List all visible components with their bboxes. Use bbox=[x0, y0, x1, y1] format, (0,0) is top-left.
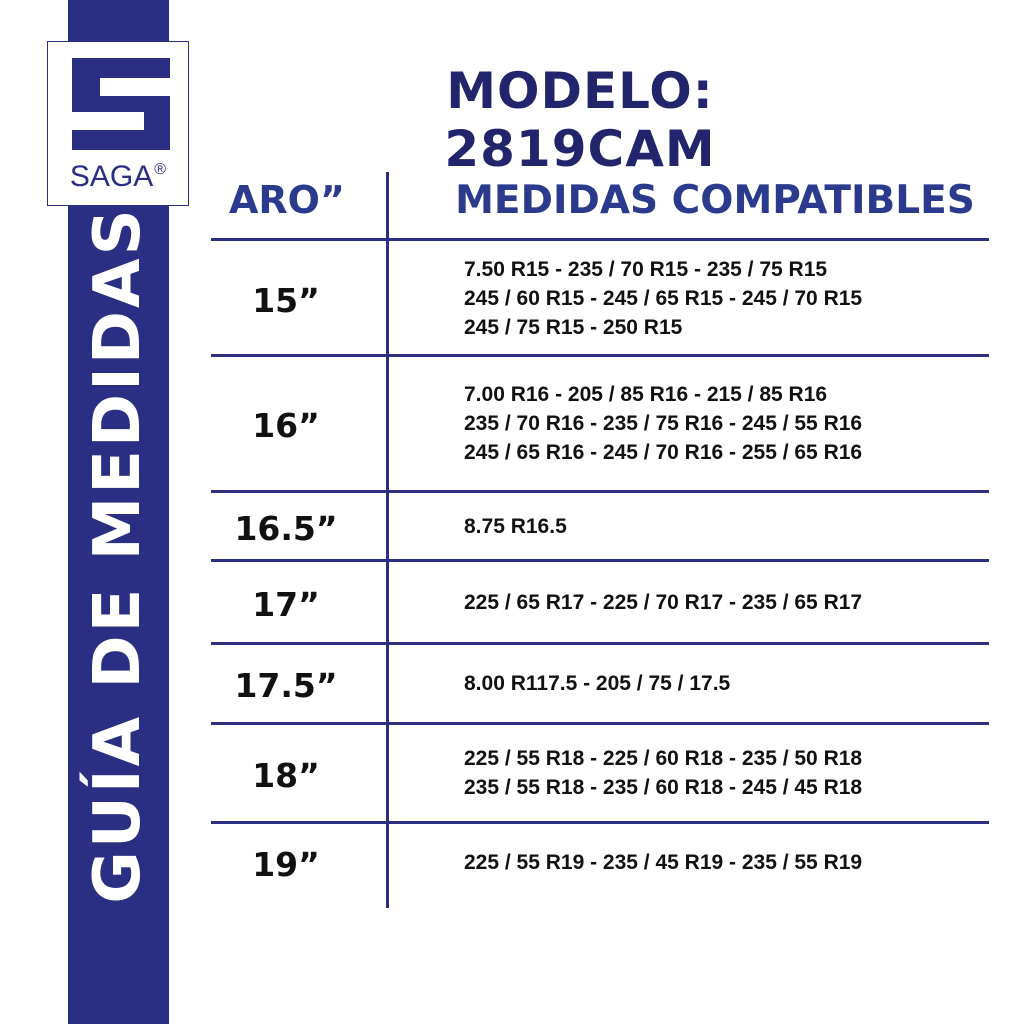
medida-line: 8.75 R16.5 bbox=[464, 514, 567, 538]
medidas-cell bbox=[464, 493, 989, 559]
aro-cell: 16.5” bbox=[234, 508, 338, 548]
medidas-cell bbox=[464, 562, 989, 642]
medida-line: 8.00 R117.5 - 205 / 75 / 17.5 bbox=[464, 672, 731, 695]
aro-cell: 17.5” bbox=[234, 666, 338, 705]
brand-name-text: SAGA bbox=[69, 160, 154, 193]
aro-cell: 19” bbox=[252, 844, 320, 884]
medidas-cell bbox=[464, 645, 989, 722]
table-row bbox=[211, 725, 989, 821]
medida-line: 245 / 60 R15 - 245 / 65 R15 - 245 / 70 R15 bbox=[464, 286, 863, 310]
medida-line: 235 / 55 R18 - 235 / 60 R18 - 245 / 45 R18 bbox=[464, 776, 863, 799]
medida-line: 225 / 55 R19 - 235 / 45 R19 - 235 / 55 R19 bbox=[464, 850, 863, 874]
model-title: MODELO: 2819CAM bbox=[444, 62, 716, 178]
medidas-cell bbox=[464, 725, 989, 821]
brand-name bbox=[48, 160, 188, 194]
medida-line: 7.50 R15 - 235 / 70 R15 - 235 / 75 R15 bbox=[464, 257, 828, 281]
table-row bbox=[211, 357, 989, 490]
medida-line: 225 / 65 R17 - 225 / 70 R17 - 235 / 65 R17 bbox=[464, 590, 863, 614]
medidas-cell bbox=[464, 824, 989, 900]
table-row bbox=[211, 645, 989, 722]
medidas-cell bbox=[464, 241, 989, 355]
medidas-cell bbox=[464, 357, 989, 490]
table-row bbox=[211, 241, 989, 355]
medida-line: 7.00 R16 - 205 / 85 R16 - 215 / 85 R16 bbox=[464, 383, 828, 406]
aro-cell: 16” bbox=[252, 406, 320, 445]
table-row bbox=[211, 824, 989, 900]
medida-line: 245 / 65 R16 - 245 / 70 R16 - 255 / 65 R16 bbox=[464, 441, 863, 464]
aro-cell: 18” bbox=[252, 755, 320, 795]
table-row bbox=[211, 562, 989, 642]
header-aro: ARO” bbox=[229, 178, 345, 222]
table-row bbox=[211, 493, 989, 559]
side-title: GUÍA DE MEDIDAS bbox=[81, 206, 155, 904]
medida-line: 245 / 75 R15 - 250 R15 bbox=[464, 315, 683, 339]
aro-cell: 15” bbox=[252, 280, 320, 320]
brand-logo bbox=[47, 41, 189, 206]
medida-line: 235 / 70 R16 - 235 / 75 R16 - 245 / 55 R16 bbox=[464, 412, 863, 435]
saga-logo-icon bbox=[66, 54, 174, 154]
medida-line: 225 / 55 R18 - 225 / 60 R18 - 235 / 50 R18 bbox=[464, 747, 863, 770]
registered-mark: ® bbox=[154, 161, 167, 178]
aro-cell: 17” bbox=[252, 584, 320, 624]
header-medidas: MEDIDAS COMPATIBLES bbox=[455, 178, 975, 223]
